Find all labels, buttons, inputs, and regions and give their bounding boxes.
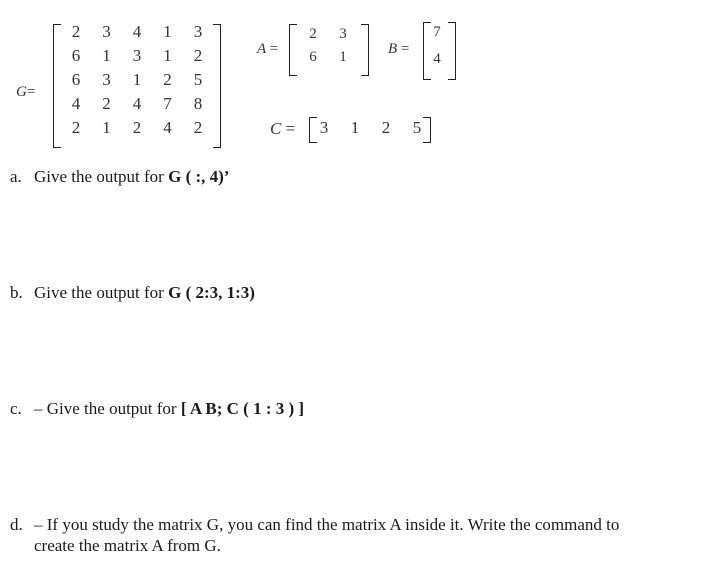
matrix-g-name: G (16, 84, 27, 100)
matrix-g-cell: 2 (193, 46, 203, 65)
question-b-letter: b. (10, 283, 23, 302)
matrix-a-cell: 1 (339, 49, 347, 65)
question-d-letter: d. (10, 515, 23, 534)
matrix-g-cell: 1 (102, 46, 111, 65)
matrix-g-cell: 6 (71, 70, 81, 89)
matrix-g-cell: 2 (193, 118, 203, 137)
matrix-g-cell: 2 (71, 22, 81, 41)
matrix-b-right-bracket (448, 22, 456, 80)
matrix-g-cell: 4 (71, 94, 81, 113)
matrix-g-cell: 4 (163, 118, 172, 137)
matrix-g-equals: = (26, 84, 36, 100)
matrix-b-cell: 4 (433, 51, 441, 67)
matrix-g-left-bracket (53, 24, 61, 148)
matrix-g-cell: 6 (71, 46, 81, 65)
matrix-g-cell: 1 (132, 70, 142, 89)
matrix-c-cell: 1 (350, 118, 360, 137)
matrix-b-equals: = (400, 41, 410, 57)
question-d-line2: create the matrix A from G. (34, 536, 221, 555)
matrix-c-name: C (270, 119, 282, 138)
question-c-code: [ A B; C ( 1 : 3 ) ] (180, 399, 305, 418)
matrix-a-cell: 2 (309, 26, 317, 42)
matrix-a-label (257, 41, 278, 58)
question-a-code: G ( :, 4)’ (168, 167, 230, 186)
matrix-g-cell: 2 (102, 94, 111, 113)
matrix-g-cell: 4 (132, 94, 142, 113)
matrix-g-cell: 1 (163, 22, 172, 41)
question-a (10, 166, 229, 187)
matrix-g-right-bracket (213, 24, 221, 148)
question-b-text: Give the output for (34, 283, 169, 302)
matrix-c-label (270, 119, 295, 139)
question-c-letter: c. (10, 399, 22, 418)
matrix-g-cell: 2 (71, 118, 81, 137)
matrix-b-label (388, 41, 409, 58)
matrix-a-right-bracket (361, 24, 369, 76)
question-b (10, 282, 255, 303)
question-a-letter: a. (10, 167, 22, 186)
matrix-g-cell: 4 (132, 22, 142, 41)
matrix-g-cell: 2 (163, 70, 172, 89)
matrix-g-cell: 7 (163, 94, 172, 113)
matrix-c-cell: 2 (381, 118, 391, 137)
matrix-g-cell: 5 (193, 70, 203, 89)
matrix-a-left-bracket (289, 24, 297, 76)
matrix-a-name: A (257, 41, 266, 57)
matrix-g-cell: 2 (132, 118, 142, 137)
matrix-b-cell: 7 (433, 24, 441, 40)
question-d (10, 514, 710, 535)
matrix-g-cell: 1 (163, 46, 172, 65)
matrix-g-cell: 8 (193, 94, 203, 113)
matrix-b-name: B (388, 41, 398, 57)
matrix-g-cell: 3 (102, 70, 111, 89)
question-c (10, 398, 304, 419)
question-b-code: G ( 2:3, 1:3) (168, 283, 255, 302)
matrix-g-cell: 3 (132, 46, 142, 65)
matrix-c-cell: 3 (319, 118, 329, 137)
question-d-line1: – If you study the matrix G, you can find the matrix A inside it. Write the command to (34, 515, 620, 534)
matrix-g-cell: 3 (102, 22, 111, 41)
question-c-text: – Give the output for (34, 399, 181, 418)
matrix-g-cell: 3 (193, 22, 203, 41)
matrix-c-cell: 5 (412, 118, 422, 137)
matrix-g-cell: 1 (102, 118, 111, 137)
matrix-a-equals: = (269, 41, 279, 57)
question-a-text: Give the output for (34, 167, 169, 186)
matrix-a-cell: 3 (339, 26, 347, 42)
matrix-g-label (16, 84, 35, 101)
matrix-c-equals: = (285, 119, 296, 138)
matrix-a-cell: 6 (309, 49, 317, 65)
